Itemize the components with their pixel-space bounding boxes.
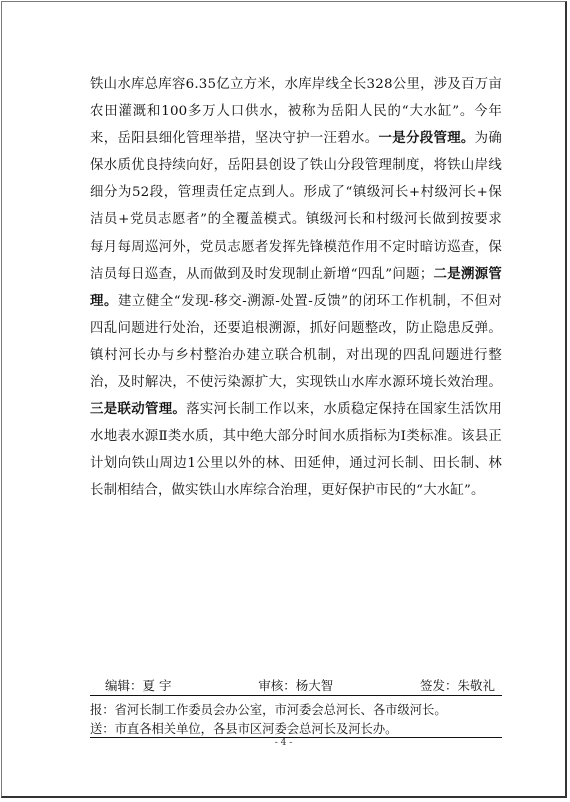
editor-label: 编辑：夏 宇 [105,678,172,693]
body-text-linkage: 落实河长制工作以来，水质稳定保持在国家生活饮用水地表水源Ⅱ类水质，其中绝大部分时间水质指标为Ⅰ类标准。该县正计划向铁山周边1公里以外的林、田延伸，通过河长制、田长制、林长制相结合，做实铁山水库综合治理，更好保护市民的“大水缸”。 [90,402,502,499]
heading-linkage-management: 三是联动管理。 [90,401,187,418]
body-text-tracing: 建立健全“发现-移交-溯源-处置-反馈”的闭环工作机制，不但对四乱问题进行处治，还要追根溯源，抓好问题整改，防止隐患反弹。镇村河长办与乡村整治办建立联合机制，对出现的四乱问题进行整治，及时解决，不使污染源扩大，实现铁山水库水源环境长效治理。 [90,293,502,391]
page-number: - 4 - [274,738,293,748]
divider-top [90,695,502,696]
heading-segment-management: 一是分段管理。 [378,130,475,147]
document-page [1,1,567,798]
reviewer-label: 审核：杨大智 [258,678,334,693]
body-text-intro: 铁山水库总库容6.35亿立方米，水库岸线全长328公里，涉及百万亩农田灌溉和100多万人口供水，被称为岳阳人民的“大水缸”。今年来，岳阳县细化管理举措，坚决守护一汪碧水。 [90,77,502,147]
body-paragraph [90,71,502,505]
send-to-line: 送：市直各相关单位，各县市区河委会总河长及河长办。 [90,722,398,736]
report-to-line: 报：省河长制工作委员会办公室，市河委会总河长、各市级河长。 [90,703,447,717]
issuer-label: 签发：朱敬礼 [419,678,495,693]
signoff-row [105,676,495,694]
heading-source-tracing: 二是溯源管理。 [90,265,503,309]
body-text-segment: 为确保水质优良持续向好，岳阳县创设了铁山分段管理制度，将铁山岸线细分为52段，管理责任定点到人。形成了“镇级河长+村级河长+保洁员+党员志愿者”的全覆盖模式。镇级河长和村级河长做到按要求每月每周巡河外，党员志愿者发挥先锋模范作用不定时暗访巡查，保洁员每日巡查，从而做到及时发现制止新增“四乱”问题； [90,131,503,282]
